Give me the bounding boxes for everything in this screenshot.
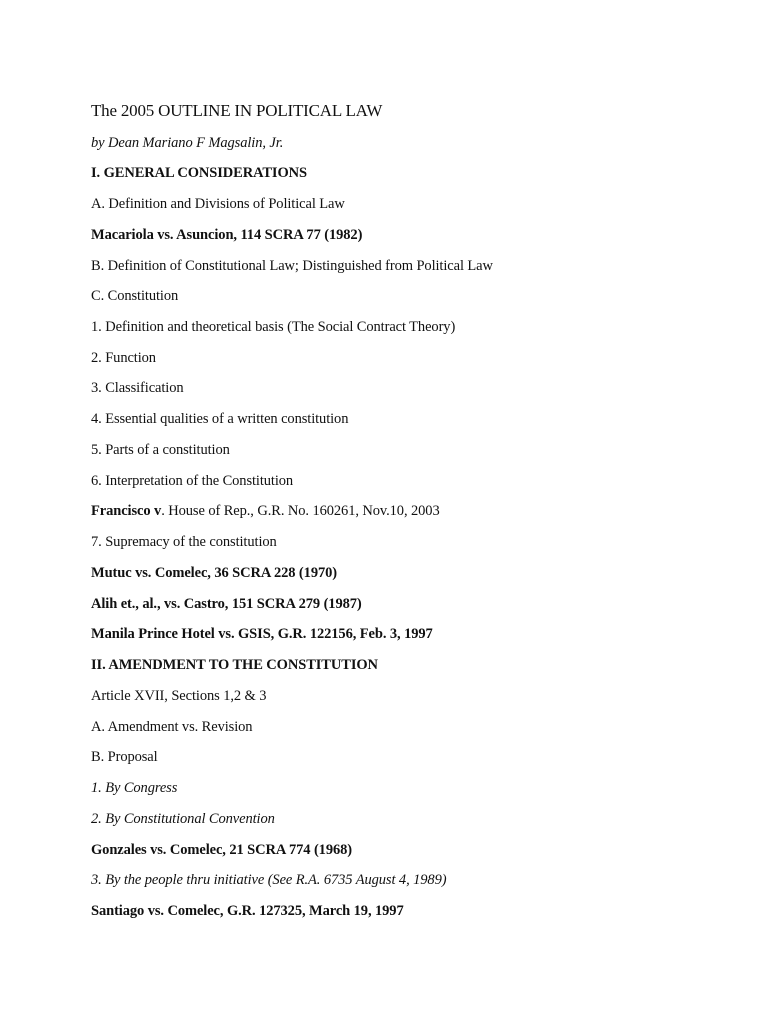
case-details: . House of Rep., G.R. No. 160261, Nov.10, 2003 (161, 503, 440, 519)
document-title: The 2005 OUTLINE IN POLITICAL LAW (91, 101, 383, 120)
outline-item: 7. Supremacy of the constitution (91, 534, 277, 550)
section-heading-general-considerations: I. GENERAL CONSIDERATIONS (91, 165, 307, 181)
document-author: by Dean Mariano F Magsalin, Jr. (91, 135, 284, 151)
outline-item: C. Constitution (91, 288, 179, 304)
case-citation: Gonzales vs. Comelec, 21 SCRA 774 (1968) (91, 842, 353, 858)
case-citation: Alih et., al., vs. Castro, 151 SCRA 279 (1987) (91, 596, 362, 612)
section-heading-amendment: II. AMENDMENT TO THE CONSTITUTION (91, 657, 378, 673)
outline-item: 2. Function (91, 350, 156, 366)
outline-item: A. Amendment vs. Revision (91, 719, 253, 735)
outline-item: B. Definition of Constitutional Law; Distinguished from Political Law (91, 258, 493, 274)
case-citation: Santiago vs. Comelec, G.R. 127325, March 19, 1997 (91, 903, 404, 919)
outline-item: 3. Classification (91, 380, 184, 396)
outline-item: Article XVII, Sections 1,2 & 3 (91, 688, 267, 704)
outline-subitem: 3. By the people thru initiative (See R.A. 6735 August 4, 1989) (91, 872, 447, 888)
outline-item: A. Definition and Divisions of Political Law (91, 196, 345, 212)
case-citation: Macariola vs. Asuncion, 114 SCRA 77 (1982) (91, 227, 363, 243)
outline-subitem: 2. By Constitutional Convention (91, 811, 275, 827)
case-citation-mixed (91, 502, 440, 520)
outline-subitem: 1. By Congress (91, 780, 178, 796)
outline-item: 6. Interpretation of the Constitution (91, 473, 294, 489)
case-citation: Mutuc vs. Comelec, 36 SCRA 228 (1970) (91, 565, 337, 581)
outline-item: 1. Definition and theoretical basis (The Social Contract Theory) (91, 319, 456, 335)
case-name: Francisco v (91, 503, 162, 519)
outline-item: 5. Parts of a constitution (91, 442, 230, 458)
outline-item: 4. Essential qualities of a written constitution (91, 411, 349, 427)
case-citation: Manila Prince Hotel vs. GSIS, G.R. 122156, Feb. 3, 1997 (91, 626, 433, 642)
outline-item: B. Proposal (91, 749, 158, 765)
